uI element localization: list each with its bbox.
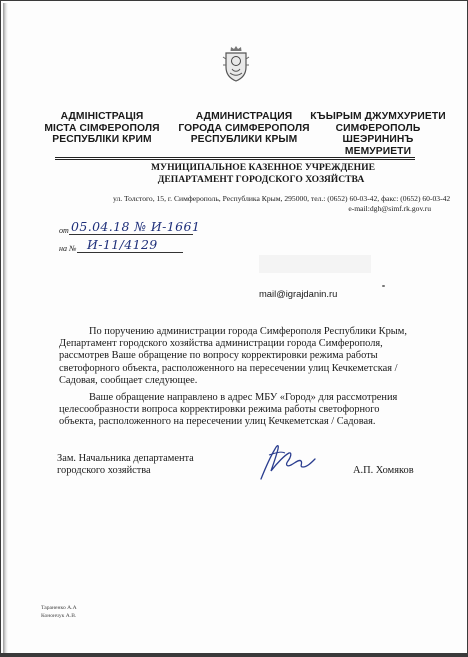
executor-name: Конончук А.В.: [41, 612, 77, 619]
from-label: от: [59, 226, 69, 235]
org-ct-line: ШЕЭРИНИНЪ: [342, 134, 414, 145]
recipient-email: mail@igrajdanin.ru: [259, 288, 338, 299]
body-paragraph-2: [59, 392, 409, 429]
org-ua-line: РЕСПУБЛІКИ КРИМ: [52, 134, 152, 145]
org-ua-line: АДМІНІСТРАЦІЯ: [60, 111, 144, 122]
body-line: Ваше обращение направлено в адрес МБУ «Город» для рассмотрения: [89, 392, 398, 403]
scan-speck: [382, 285, 385, 287]
contact-address: [113, 194, 451, 214]
from-handwritten-value: 05.04.18 № И-1661: [71, 219, 201, 234]
body-line: Департамент городского хозяйства администрации города Симферополя,: [59, 338, 383, 350]
handwritten-signature: [255, 441, 319, 481]
body-line: По поручению администрации города Симферополя Республики Крым,: [89, 326, 407, 337]
institution-line: ДЕПАРТАМЕНТ ГОРОДСКОГО ХОЗЯЙСТВА: [157, 174, 365, 185]
reference-underline: [69, 234, 193, 235]
reference-underline: [77, 252, 183, 253]
crimea-emblem-icon: [221, 43, 251, 83]
signatory-name: А.П. Хомяков: [353, 465, 414, 476]
outgoing-reference: [59, 219, 201, 237]
org-name-russian: [173, 111, 315, 146]
position-line: Зам. Начальника департамента: [57, 453, 194, 464]
to-label: на №: [59, 244, 77, 253]
body-line: целесообразности вопроса корректировки режима работы светофорного: [59, 404, 380, 416]
org-ru-line: ГОРОДА СИМФЕРОПОЛЯ: [178, 122, 310, 134]
org-name-ukrainian: [31, 111, 173, 146]
to-handwritten-value: И-11/4129: [87, 237, 158, 252]
body-line: рассмотрев Ваше обращение по вопросу корректировки режима работы: [59, 350, 378, 362]
org-ua-line: МІСТА СІМФЕРОПОЛЯ: [44, 122, 160, 134]
body-line: Садовая, сообщает следующее.: [59, 374, 198, 386]
org-name-crimean-tatar: [307, 111, 449, 157]
org-ct-line: КЪЫРЫМ ДЖУМХУРИЕТИ: [310, 111, 446, 122]
org-ru-line: АДМИНИСТРАЦИЯ: [195, 111, 293, 122]
body-paragraph-1: [59, 326, 409, 387]
erased-recipient-area: [259, 255, 371, 273]
scan-bottom-border: [1, 653, 467, 656]
email-line: e-mail:dgh@simf.rk.gov.ru: [348, 204, 431, 213]
org-ru-line: РЕСПУБЛИКИ КРЫМ: [190, 134, 298, 145]
incoming-reference: [59, 237, 189, 255]
signatory-position: [57, 453, 194, 478]
executors: [41, 605, 77, 620]
executor-name: Тараненко А.А: [41, 605, 77, 611]
body-line: объекта, расположенного на пересечении улиц Кечкеметская / Садовая.: [59, 416, 376, 428]
institution-name: [151, 162, 375, 186]
org-ct-line: СИМФЕРОПОЛЬ: [335, 122, 421, 134]
org-ct-line: МЕМУРИЕТИ: [344, 145, 412, 157]
header-divider: [55, 159, 415, 160]
body-line: светофорного объекта, расположенного на пересечении улиц Кечкеметская /: [59, 362, 398, 374]
position-line: городского хозяйства: [57, 465, 151, 477]
scan-edge-shadow: [3, 3, 8, 654]
institution-line: МУНИЦИПАЛЬНОЕ КАЗЕННОЕ УЧРЕЖДЕНИЕ: [151, 162, 375, 173]
header-divider: [55, 157, 415, 158]
address-line: ул. Толстого, 15, г. Симферополь, Республика Крым, 295000, тел.: (0652) 60-03-42, факс: (0652) 60-03-42: [113, 194, 451, 203]
